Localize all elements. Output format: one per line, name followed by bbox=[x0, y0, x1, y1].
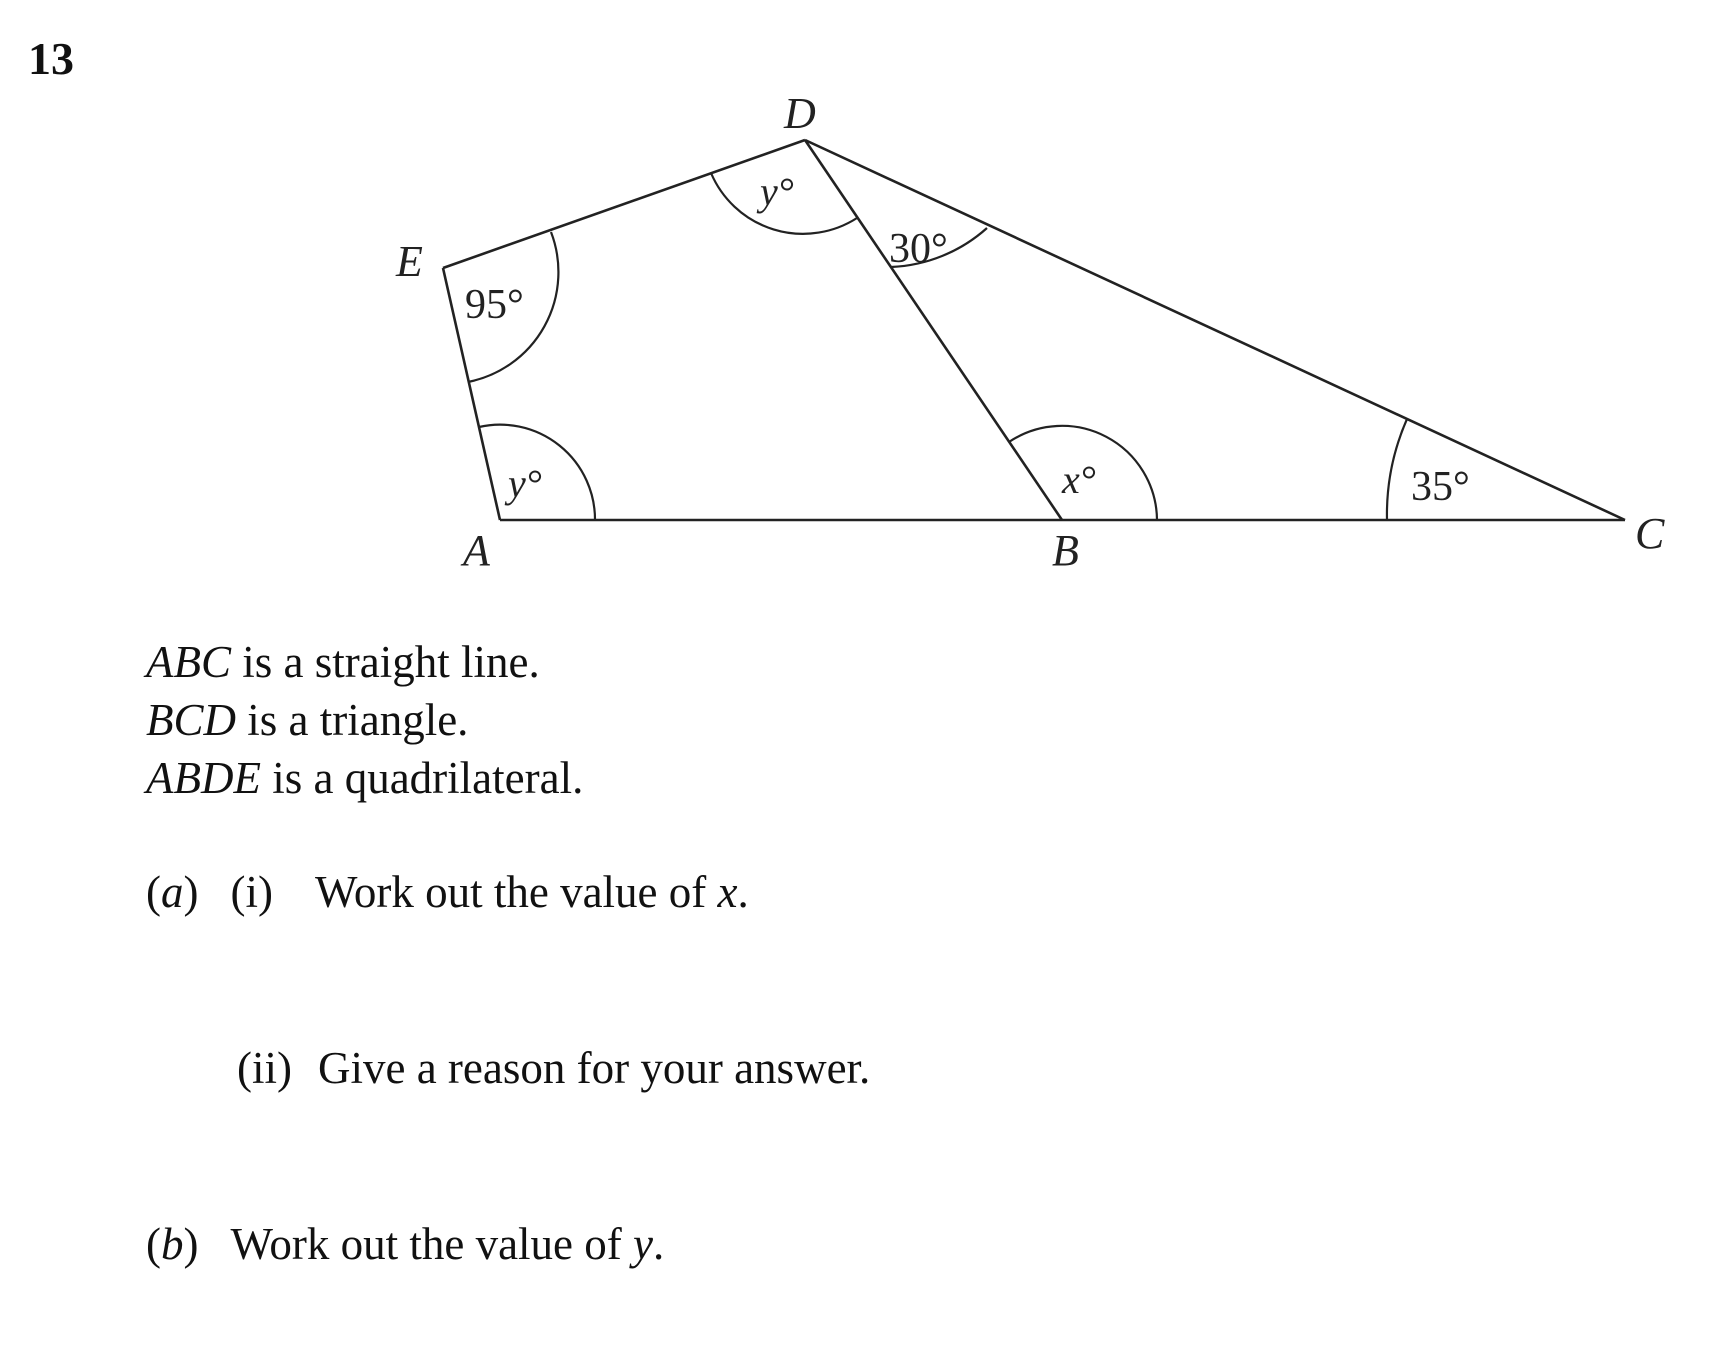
statement-bcd-text: is a triangle. bbox=[236, 695, 469, 745]
question-a-i-text: Work out the value of bbox=[314, 867, 718, 917]
statement-abde-text: is a quadrilateral. bbox=[260, 753, 584, 803]
statement-abde bbox=[146, 753, 584, 803]
question-a-label: (a) bbox=[146, 867, 199, 917]
statement-abde-name: ABDE bbox=[146, 753, 261, 803]
statement-abc bbox=[146, 637, 540, 687]
vertex-label-c: C bbox=[1635, 509, 1665, 558]
angle-label-d-left: y° bbox=[760, 169, 794, 214]
question-a-i-label: (i) bbox=[230, 867, 273, 917]
question-a-ii-label: (ii) bbox=[237, 1043, 292, 1093]
statement-bcd-name: BCD bbox=[146, 695, 236, 745]
vertex-label-e: E bbox=[396, 237, 423, 286]
vertex-label-a: A bbox=[463, 526, 490, 575]
question-a-i-period: . bbox=[737, 867, 749, 917]
edge-ed bbox=[443, 140, 805, 268]
question-number: 13 bbox=[28, 33, 74, 84]
angle-label-c: 35° bbox=[1411, 464, 1470, 510]
angle-label-a: y° bbox=[508, 461, 542, 506]
angle-label-e: 95° bbox=[465, 282, 524, 328]
edge-db bbox=[805, 140, 1062, 520]
question-b bbox=[146, 1219, 665, 1269]
angle-label-d-right: 30° bbox=[889, 226, 948, 272]
vertex-label-d: D bbox=[784, 89, 816, 138]
question-a-ii-text: Give a reason for your answer. bbox=[317, 1043, 871, 1093]
question-b-text: Work out the value of bbox=[230, 1219, 634, 1269]
question-b-period: . bbox=[653, 1219, 665, 1269]
statement-bcd bbox=[146, 695, 469, 745]
question-a-i-var: x bbox=[717, 867, 738, 917]
edge-dc bbox=[805, 140, 1625, 520]
statement-abc-text: is a straight line. bbox=[231, 637, 540, 687]
vertex-label-b: B bbox=[1052, 526, 1079, 575]
question-b-var: y bbox=[633, 1219, 654, 1269]
question-b-label: (b) bbox=[146, 1219, 199, 1269]
question-a-ii bbox=[237, 1043, 871, 1093]
arc-angle-c bbox=[1387, 419, 1407, 520]
angle-label-b: x° bbox=[1062, 457, 1096, 502]
question-a-i bbox=[146, 867, 749, 917]
shape-edges bbox=[443, 140, 1625, 520]
statement-abc-name: ABC bbox=[146, 637, 231, 687]
geometry-diagram bbox=[0, 0, 1714, 600]
